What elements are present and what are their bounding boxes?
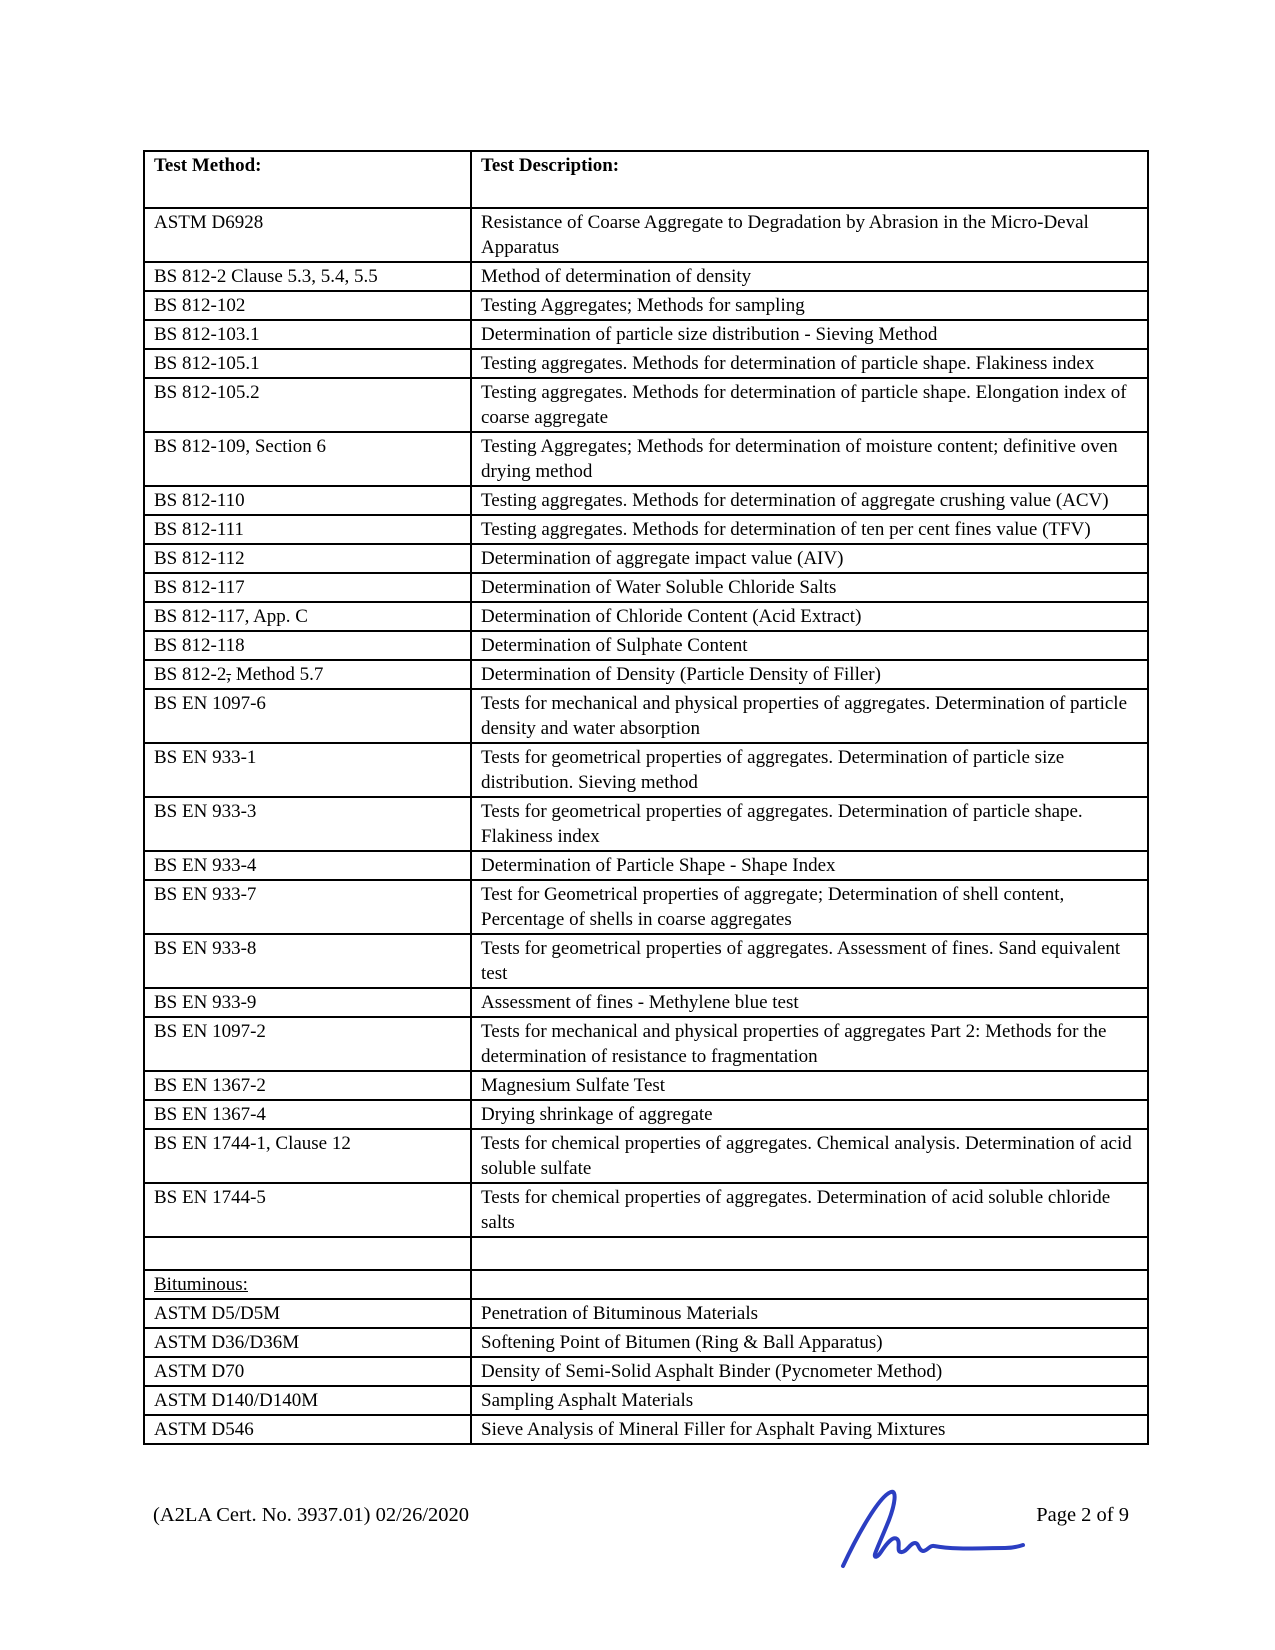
test-method-cell: ASTM D70 [144, 1357, 471, 1386]
table-row [144, 1100, 1148, 1129]
empty-row [144, 1237, 1148, 1270]
test-description-cell: Determination of aggregate impact value (AIV) [471, 544, 1148, 573]
test-method-cell: ASTM D5/D5M [144, 1299, 471, 1328]
test-method-cell: BS 812-118 [144, 631, 471, 660]
section-label: Bituminous: [154, 1274, 248, 1295]
table-row [144, 1183, 1148, 1237]
test-method-cell: BS 812-109, Section 6 [144, 432, 471, 486]
table-row [144, 1017, 1148, 1071]
test-description-cell: Testing Aggregates; Methods for determination of moisture content; definitive oven drying method [471, 432, 1148, 486]
test-description-cell: Tests for chemical properties of aggregates. Chemical analysis. Determination of acid soluble sulfate [471, 1129, 1148, 1183]
table-row [144, 486, 1148, 515]
test-method-cell: BS EN 933-4 [144, 851, 471, 880]
test-method-cell: BS EN 933-9 [144, 988, 471, 1017]
table-row [144, 573, 1148, 602]
table-row [144, 320, 1148, 349]
table-row [144, 544, 1148, 573]
test-description-cell: Testing aggregates. Methods for determination of particle shape. Elongation index of coarse aggregate [471, 378, 1148, 432]
test-description-cell: Testing aggregates. Methods for determination of aggregate crushing value (ACV) [471, 486, 1148, 515]
test-method-cell: BS 812-2, Method 5.7 [144, 660, 471, 689]
page-number: Page 2 of 9 [1036, 1504, 1129, 1526]
test-description-cell: Testing aggregates. Methods for determination of ten per cent fines value (TFV) [471, 515, 1148, 544]
test-method-cell [144, 1270, 471, 1299]
test-description-cell: Tests for geometrical properties of aggregates. Determination of particle size distribution. Sieving method [471, 743, 1148, 797]
table-row [144, 797, 1148, 851]
test-method-cell: BS EN 933-3 [144, 797, 471, 851]
test-method-cell: BS EN 1744-5 [144, 1183, 471, 1237]
table-row [144, 1299, 1148, 1328]
test-method-cell: BS 812-105.2 [144, 378, 471, 432]
table-row [144, 660, 1148, 689]
test-description-cell: Tests for mechanical and physical properties of aggregates Part 2: Methods for the determination of resistance to fragmentation [471, 1017, 1148, 1071]
test-method-cell: BS 812-111 [144, 515, 471, 544]
test-description-header: Test Description: [471, 151, 1148, 208]
test-description-cell: Testing aggregates. Methods for determination of particle shape. Flakiness index [471, 349, 1148, 378]
test-method-cell: BS 812-110 [144, 486, 471, 515]
table-row [144, 515, 1148, 544]
table-row [144, 1129, 1148, 1183]
table-row [144, 880, 1148, 934]
test-description-cell: Tests for geometrical properties of aggregates. Assessment of fines. Sand equivalent test [471, 934, 1148, 988]
page-footer [143, 1486, 1147, 1596]
test-method-cell: BS EN 1367-4 [144, 1100, 471, 1129]
test-method-cell: BS EN 933-1 [144, 743, 471, 797]
test-method-cell: BS 812-112 [144, 544, 471, 573]
test-description-cell [471, 1237, 1148, 1270]
table-row [144, 208, 1148, 262]
test-description-cell: Determination of Density (Particle Density of Filler) [471, 660, 1148, 689]
table-row [144, 1386, 1148, 1415]
test-description-cell: Determination of Sulphate Content [471, 631, 1148, 660]
table-row [144, 934, 1148, 988]
test-methods-table [143, 150, 1149, 1445]
test-method-cell: BS EN 1744-1, Clause 12 [144, 1129, 471, 1183]
table-header-row [144, 151, 1148, 208]
test-method-cell: BS EN 933-7 [144, 880, 471, 934]
test-description-cell: Resistance of Coarse Aggregate to Degradation by Abrasion in the Micro-Deval Apparatus [471, 208, 1148, 262]
test-description-cell: Determination of Particle Shape - Shape Index [471, 851, 1148, 880]
test-method-cell [144, 1237, 471, 1270]
table-row [144, 602, 1148, 631]
test-description-cell: Sieve Analysis of Mineral Filler for Asphalt Paving Mixtures [471, 1415, 1148, 1444]
test-description-cell: Drying shrinkage of aggregate [471, 1100, 1148, 1129]
test-description-cell: Determination of Chloride Content (Acid Extract) [471, 602, 1148, 631]
table-row [144, 1328, 1148, 1357]
test-description-cell: Penetration of Bituminous Materials [471, 1299, 1148, 1328]
test-description-cell: Determination of Water Soluble Chloride Salts [471, 573, 1148, 602]
test-method-cell: BS EN 1097-6 [144, 689, 471, 743]
test-method-cell: BS 812-102 [144, 291, 471, 320]
test-description-cell: Sampling Asphalt Materials [471, 1386, 1148, 1415]
table-row [144, 1357, 1148, 1386]
table-row [144, 743, 1148, 797]
test-method-cell: BS 812-117, App. C [144, 602, 471, 631]
table-row [144, 851, 1148, 880]
test-method-cell: ASTM D6928 [144, 208, 471, 262]
signature-icon [835, 1488, 1045, 1573]
test-method-cell: BS EN 1367-2 [144, 1071, 471, 1100]
table-row [144, 378, 1148, 432]
table-row [144, 262, 1148, 291]
test-description-cell: Density of Semi-Solid Asphalt Binder (Pycnometer Method) [471, 1357, 1148, 1386]
test-description-cell: Testing Aggregates; Methods for sampling [471, 291, 1148, 320]
test-method-cell: ASTM D546 [144, 1415, 471, 1444]
test-description-cell: Tests for chemical properties of aggregates. Determination of acid soluble chloride salts [471, 1183, 1148, 1237]
test-method-cell: BS 812-2 Clause 5.3, 5.4, 5.5 [144, 262, 471, 291]
test-method-cell: BS EN 1097-2 [144, 1017, 471, 1071]
test-description-cell [471, 1270, 1148, 1299]
table-row [144, 1415, 1148, 1444]
table-row [144, 349, 1148, 378]
table-row [144, 432, 1148, 486]
test-description-cell: Method of determination of density [471, 262, 1148, 291]
table-row [144, 988, 1148, 1017]
cert-number-and-date: (A2LA Cert. No. 3937.01) 02/26/2020 [153, 1504, 470, 1526]
test-description-cell: Assessment of fines - Methylene blue test [471, 988, 1148, 1017]
table-row [144, 1071, 1148, 1100]
test-method-header: Test Method: [144, 151, 471, 208]
test-method-cell: BS EN 933-8 [144, 934, 471, 988]
test-method-cell: BS 812-103.1 [144, 320, 471, 349]
test-method-cell: ASTM D36/D36M [144, 1328, 471, 1357]
signature-stroke [843, 1492, 1023, 1566]
test-description-cell: Tests for geometrical properties of aggregates. Determination of particle shape. Flakiness index [471, 797, 1148, 851]
section-row [144, 1270, 1148, 1299]
test-description-cell: Tests for mechanical and physical properties of aggregates. Determination of particle density and water absorption [471, 689, 1148, 743]
table-row [144, 631, 1148, 660]
test-method-cell: BS 812-117 [144, 573, 471, 602]
test-method-cell: BS 812-105.1 [144, 349, 471, 378]
test-table-body [144, 208, 1148, 1444]
table-row [144, 291, 1148, 320]
test-description-cell: Softening Point of Bitumen (Ring & Ball Apparatus) [471, 1328, 1148, 1357]
test-description-cell: Determination of particle size distribution - Sieving Method [471, 320, 1148, 349]
test-description-cell: Magnesium Sulfate Test [471, 1071, 1148, 1100]
table-row [144, 689, 1148, 743]
test-method-cell: ASTM D140/D140M [144, 1386, 471, 1415]
test-description-cell: Test for Geometrical properties of aggregate; Determination of shell content, Percentage of shells in coarse aggregates [471, 880, 1148, 934]
